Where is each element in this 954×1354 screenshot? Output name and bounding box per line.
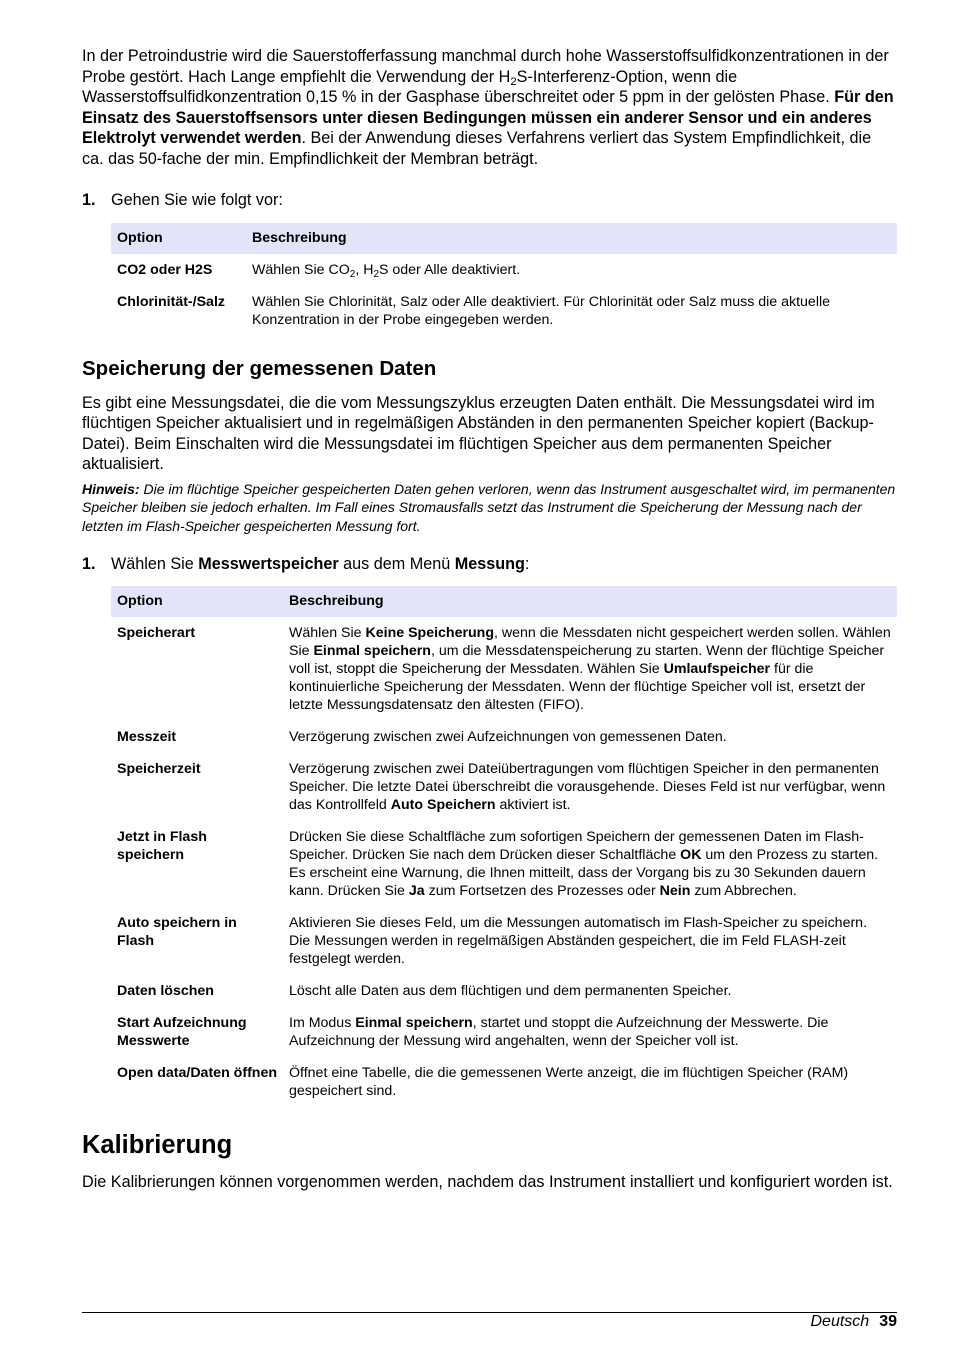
table-row	[111, 1057, 897, 1107]
option-name: Speicherzeit	[117, 761, 201, 778]
step-text-part: :	[524, 555, 530, 574]
option-description: Wählen Sie Chlorinität, Salz oder Alle deaktiviert. Für Chlorinität oder Salz muss die aktuelle Konzentration in der Probe eingegeben werden.	[252, 293, 831, 328]
step-text-part: Wählen Sie	[111, 555, 199, 574]
option-description: Verzögerung zwischen zwei Aufzeichnungen von gemessenen Daten.	[289, 729, 727, 746]
option-name: Speicherart	[117, 625, 196, 642]
desc-bold: Umlaufspeicher	[663, 661, 771, 678]
option-name: Auto speichern in Flash	[117, 915, 237, 950]
desc-text: Drücken Sie diese Schaltfläche zum sofortigen Speichern der gemessenen Daten im Flash-Speicher. Drücken Sie nach dem Drücken dieser Schaltfläche	[289, 829, 864, 864]
subscript: 2	[349, 268, 356, 280]
section-heading: Speicherung der gemessenen Daten	[82, 356, 437, 380]
step-1-storage	[82, 554, 897, 574]
option-description: Öffnet eine Tabelle, die die gemessenen Werte anzeigt, die im flüchtigen Speicher (RAM) gespeichert sind.	[289, 1065, 849, 1100]
step-number: 1.	[82, 555, 96, 574]
table-row	[111, 1007, 897, 1057]
option-description	[283, 821, 897, 907]
step-1	[82, 190, 897, 210]
desc-text: S oder Alle deaktiviert.	[378, 261, 521, 278]
note-text: Die im flüchtige Speicher gespeicherten Daten gehen verloren, wenn das Instrument ausgeschaltet wird, im permanenten Speicher bleiben sie jedoch erhalten. Im Fall eines Stromausfalls setzt das Instrument die Speicherung der Messung nach der letzten im Flash-Speicher gespeicherten Messung fort.	[82, 480, 896, 534]
desc-text: aktiviert ist.	[495, 797, 571, 814]
desc-text: zum Fortsetzen des Prozesses oder	[424, 883, 660, 900]
option-name: Start Aufzeichnung Messwerte	[117, 1015, 247, 1050]
option-description: Aktivieren Sie dieses Feld, um die Messungen automatisch im Flash-Speicher zu speichern. Die Messungen werden in regelmäßigen Abständen gespeichert, die im Feld FLASH-zeit festgelegt werden.	[289, 915, 868, 968]
intro-text: . Bei der Anwendung dieses Verfahrens verliert das System Empfindlichkeit, die ca. das 50-fache der min. Empfindlichkeit der Membran beträgt.	[82, 129, 872, 168]
table-row	[111, 254, 897, 286]
table-row	[111, 975, 897, 1007]
page-number: 39	[879, 1313, 897, 1330]
section-paragraph: Es gibt eine Messungsdatei, die die vom Messungszyklus erzeugten Daten enthält. Die Messungsdatei wird im flüchtigen Speicher aktualisiert und in regelmäßigen Abständen in den permanenten Speicher kopiert (Backup-Datei). Beim Einschalten wird die Messungsdatei im flüchtigen Speicher aus dem permanenten Speicher aktualisiert.	[82, 393, 875, 474]
step-number: 1.	[82, 190, 96, 209]
chapter-heading: Kalibrierung	[82, 1131, 233, 1160]
footer-language: Deutsch	[810, 1313, 870, 1330]
footer-divider	[82, 1312, 897, 1313]
option-name: Messzeit	[117, 729, 177, 746]
desc-bold: Keine Speicherung	[365, 625, 495, 642]
step-text	[111, 554, 529, 574]
desc-bold: OK	[680, 847, 702, 864]
table-header-row	[111, 586, 897, 617]
subscript: 2	[510, 75, 517, 88]
header-option: Option	[111, 586, 283, 617]
intro-text: In der Petroindustrie wird die Sauerstofferfassung manchmal durch hohe Wasserstoffsulfidkonzentrationen in der Probe gestört. Hach Lange empfiehlt die Verwendung der H	[82, 47, 889, 86]
option-name: Daten löschen	[117, 983, 214, 1000]
desc-bold: Ja	[408, 883, 425, 900]
desc-text: für die kontinuierliche Speicherung der Messdaten. Wenn der flüchtige Speicher voll ist, ersetzt der letzte Messungsdatensatz den ältesten (FIFO).	[289, 661, 866, 714]
option-name: CO2 oder H2S	[117, 261, 213, 278]
table-row	[111, 617, 897, 721]
desc-text: Verzögerung zwischen zwei Dateiübertragungen vom flüchtigen Speicher in den permanenten Speicher. Die letzte Datei überschreibt die vorausgehende. Dieses Feld ist nur verfügbar, wenn das Kontrollfeld	[289, 761, 886, 814]
intro-text: S-Interferenz-Option, wenn die Wasserstoffsulfidkonzentration 0,15 % in der Gasphase überschreitet oder 5 ppm in der gelösten Phase.	[82, 67, 835, 107]
subscript: 2	[373, 268, 379, 280]
desc-bold: Einmal speichern	[355, 1015, 473, 1032]
option-description	[246, 254, 897, 286]
intro-paragraph	[82, 46, 897, 170]
option-description	[283, 753, 897, 821]
desc-text: Wählen Sie	[289, 625, 366, 642]
header-description: Beschreibung	[283, 586, 897, 617]
desc-bold: Nein	[659, 883, 691, 900]
table-row	[111, 821, 897, 907]
option-name: Jetzt in Flash speichern	[117, 829, 207, 864]
options-table-1	[111, 223, 897, 336]
table-row	[111, 721, 897, 753]
table-row	[111, 753, 897, 821]
desc-text: , startet und stoppt die Aufzeichnung der Messwerte. Die Aufzeichnung der Messung wird angehalten, wenn der Speicher voll ist.	[289, 1015, 829, 1050]
table-header-row	[111, 223, 897, 254]
table-row	[111, 907, 897, 975]
menu-item-name: Messwertspeicher	[198, 555, 339, 574]
note	[82, 480, 897, 535]
options-table-2	[111, 586, 897, 1107]
desc-text: Im Modus	[289, 1015, 356, 1032]
option-description	[283, 617, 897, 721]
desc-bold: Einmal speichern	[313, 643, 431, 660]
calibration-paragraph: Die Kalibrierungen können vorgenommen werden, nachdem das Instrument installiert und konfiguriert worden ist.	[82, 1173, 893, 1192]
desc-text: Wählen Sie CO	[252, 261, 350, 278]
desc-text: , um die Messdatenspeicherung zu starten. Wenn der flüchtige Speicher voll ist, stoppt die Speicherung der Messdaten. Wählen Sie	[289, 643, 885, 678]
table-row	[111, 286, 897, 336]
note-label: Hinweis:	[82, 480, 140, 497]
option-name: Open data/Daten öffnen	[117, 1065, 278, 1082]
desc-text: , wenn die Messdaten nicht gespeichert werden sollen. Wählen Sie	[289, 625, 891, 660]
desc-text: , H	[355, 261, 374, 278]
intro-bold: Für den Einsatz des Sauerstoffsensors unter diesen Bedingungen müssen ein anderer Sensor und ein anderes Elektrolyt verwendet werden	[82, 88, 894, 148]
option-name: Chlorinität-/Salz	[117, 293, 225, 310]
header-option: Option	[111, 223, 246, 254]
header-description: Beschreibung	[246, 223, 897, 254]
option-description: Löscht alle Daten aus dem flüchtigen und dem permanenten Speicher.	[289, 983, 732, 1000]
page-footer	[811, 1312, 898, 1332]
desc-bold: Auto Speichern	[390, 797, 496, 814]
page-content	[82, 46, 897, 1193]
step-text-part: aus dem Menü	[338, 555, 455, 574]
option-description	[283, 1007, 897, 1057]
desc-text: um den Prozess zu starten. Es erscheint eine Warnung, die Ihnen mitteilt, dass der Vorgang bis zu 30 Sekunden dauern kann. Drücken Sie	[289, 847, 879, 900]
desc-text: zum Abbrechen.	[690, 883, 797, 900]
menu-name: Messung	[454, 555, 525, 574]
step-text: Gehen Sie wie folgt vor:	[111, 190, 283, 209]
